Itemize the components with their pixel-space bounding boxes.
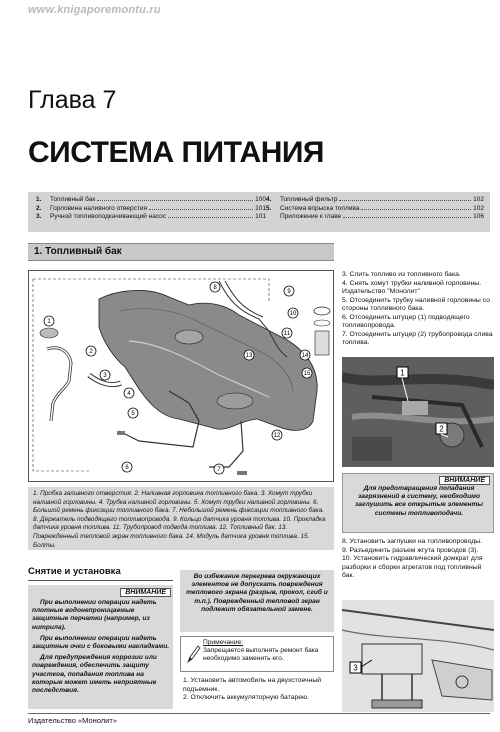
callout-9	[284, 286, 294, 296]
toc-entry-page: 100	[255, 196, 266, 203]
photo1-label-1: 1	[400, 368, 405, 378]
callout-9-label: 9	[287, 289, 291, 295]
caption-text: 1. Пробка заливного отверстия. 2. Наливная горловина топливного бака. 3. Хомут трубки наливной горловины. 4. Трубка наливной горловины. 5. Хомут трубки наливной горловины. 6. Большой ремень фиксации топливного бака. 7. Небольшой ремень фиксации топливного бака. 8. Держатель подводящего топливопровода. 9. Кольцо датчика уровня топлива. 10. Прокладка датчика уровня топлива. 11. Трубопровод подвода топлива. 12. Топливный бак. 13. Поврежденный тепловой экран топливного бака. 14. Модуль датчика уровня топлива. 15. Болты.	[33, 490, 326, 549]
photo1-callout-1	[397, 367, 408, 378]
fuel-line-illustration	[342, 357, 494, 467]
fuel-line-photo	[342, 357, 494, 467]
warning-box-safety	[28, 585, 173, 709]
callout-12-label: 12	[273, 433, 281, 439]
callout-8	[210, 282, 220, 292]
toc-entry-page: 101	[255, 204, 266, 212]
callout-4	[124, 388, 134, 398]
page-title: СИСТЕМА ПИТАНИЯ	[28, 136, 324, 169]
warning-box-contamination	[342, 473, 494, 533]
jack-photo	[342, 600, 494, 712]
callout-7	[214, 464, 224, 474]
warning-gloves: При выполнении операции надеть плотные водонепроницаемые защитные перчатки (например, из нитрила).	[32, 599, 157, 631]
toc-entry-title: Топливный бак	[50, 196, 96, 203]
callout-2	[86, 346, 96, 356]
step-3: 3. Слить топливо из топливного бака.	[342, 271, 461, 278]
section-band	[28, 243, 334, 261]
step-9: 9. Разъединить разъем жгута проводов (3).	[342, 546, 479, 554]
toc-leader-dots	[361, 205, 471, 210]
callout-13-label: 13	[245, 353, 253, 359]
toc-right-column	[266, 196, 484, 222]
callout-5-label: 5	[131, 411, 135, 417]
heat-shield-caution: Во избежание перегрева окружающих элементов не допускать повреждения теплового экрана (разрыв, прокол, сгиб и т.п.). Поврежденный тепловой экран подлежит обязательной замене.	[180, 570, 334, 632]
toc-entry-number: 5.	[266, 204, 272, 212]
photo1-label-2: 2	[439, 424, 444, 434]
exploded-view-drawing	[29, 271, 333, 481]
callout-6	[122, 462, 132, 472]
step-8: 8. Установить заглушки на топливопроводы.	[342, 538, 482, 545]
note-box	[180, 636, 334, 672]
callout-10	[288, 308, 298, 318]
callout-6-label: 6	[125, 465, 129, 471]
callout-10-label: 10	[289, 311, 297, 317]
toc-entry-title: Топливный фильтр	[280, 196, 338, 203]
callout-11	[282, 328, 292, 338]
toc-entry	[266, 213, 484, 222]
callout-12	[272, 430, 282, 440]
step-1: 1. Установить автомобиль на двухстоечный подъемник.	[183, 677, 322, 693]
toc-leader-dots	[168, 213, 253, 218]
toc-leader-dots	[149, 205, 253, 210]
chapter-heading: Глава 7	[28, 86, 117, 114]
diagram-caption	[28, 487, 334, 550]
step-7: 7. Отсоединить штуцер (2) трубопровода слива топлива.	[342, 330, 493, 346]
note-body: Запрещается выполнять ремонт бака необходимо заменить его.	[203, 647, 319, 662]
toc-left-column	[36, 196, 266, 222]
jack-illustration	[342, 600, 494, 712]
callout-2-label: 2	[89, 349, 93, 355]
footer-publisher: Издательство «Монолит»	[28, 716, 117, 725]
toc-entry	[36, 213, 266, 222]
note-text	[203, 639, 331, 663]
warning-label: ВНИМАНИЕ	[439, 476, 490, 485]
toc-entry	[266, 196, 484, 205]
photo2-callout-3	[350, 662, 361, 673]
callout-3-label: 3	[103, 373, 107, 379]
toc-entry-page: 102	[473, 196, 484, 203]
warning-corrosion: Для предупреждения коррозии или повреждения, обеспечить защиту участков, попадания топлива на которые может иметь неприятные последствия.	[32, 654, 157, 695]
warning-text: Для предотвращения попадания загрязнений в систему, необходимо заглушить все открытые элементы системы топливоподачи.	[355, 485, 483, 517]
photo1-callout-2	[436, 423, 447, 434]
toc-entry-number: 3.	[36, 213, 42, 220]
toc-leader-dots	[343, 213, 471, 218]
warning-goggles: При выполнении операции надеть защитные очки с боковыми накладками.	[32, 634, 170, 651]
step-2: 2. Отключить аккумуляторную батарею.	[183, 694, 310, 701]
step-5: 5. Отсоединить трубку наливной горловины со стороны топливного бака.	[342, 296, 490, 312]
callout-13	[244, 350, 254, 360]
callout-3	[100, 370, 110, 380]
steps-start-list	[183, 677, 333, 703]
toc-entry-number: 1.	[36, 196, 42, 203]
toc-entry-page: 102	[473, 204, 484, 212]
callout-11-label: 11	[283, 331, 291, 337]
warning-label: ВНИМАНИЕ	[120, 588, 171, 597]
note-label: Примечание:	[203, 639, 243, 646]
fuel-tank-diagram	[28, 270, 334, 482]
table-of-contents	[28, 192, 490, 232]
steps-top-list	[342, 271, 494, 348]
callout-1	[44, 316, 54, 326]
pencil-icon	[185, 643, 201, 665]
toc-entry-title: Горловина наливного отверстия	[50, 204, 148, 212]
toc-entry	[36, 205, 266, 214]
section-title: 1. Топливный бак	[34, 246, 122, 257]
toc-leader-dots	[339, 196, 471, 201]
toc-entry-number: 4.	[266, 196, 272, 203]
callout-4-label: 4	[127, 391, 131, 397]
callout-7-label: 7	[217, 467, 221, 473]
toc-entry-title: Приложение к главе	[280, 213, 342, 220]
toc-entry-page: 101	[255, 213, 266, 220]
subsection-title: Снятие и установка	[28, 566, 121, 577]
toc-entry-title: Ручной топливоподкачивающий насос	[50, 213, 167, 220]
callout-14-label: 14	[301, 353, 309, 359]
callout-15	[302, 368, 312, 378]
step-6: 6. Отсоединить штуцер (1) подводящего топливопровода.	[342, 313, 470, 329]
toc-entry-number: 2.	[36, 204, 42, 212]
footer-divider	[28, 713, 490, 714]
callout-15-label: 15	[303, 371, 311, 377]
warning-safety-text	[32, 599, 170, 698]
step-10: 10. Установить гидравлический домкрат для разборки и сборки агрегатов под топливный бак.	[342, 555, 483, 579]
callout-5	[128, 408, 138, 418]
toc-entry-title: Система впрыска топлива	[280, 204, 360, 212]
toc-entry	[36, 196, 266, 205]
callout-8-label: 8	[213, 285, 217, 291]
toc-entry	[266, 205, 484, 214]
photo2-label-3: 3	[353, 663, 358, 673]
toc-leader-dots	[97, 196, 253, 201]
toc-entry-page: 106	[473, 213, 484, 220]
watermark: www.knigaporemontu.ru	[28, 4, 161, 16]
subsection-divider	[28, 580, 173, 581]
steps-bottom-list	[342, 538, 494, 581]
step-4: 4. Снять хомут трубки наливной горловины. Издательство "Монолит"	[342, 279, 482, 295]
callout-14	[300, 350, 310, 360]
callout-1-label: 1	[47, 319, 51, 325]
